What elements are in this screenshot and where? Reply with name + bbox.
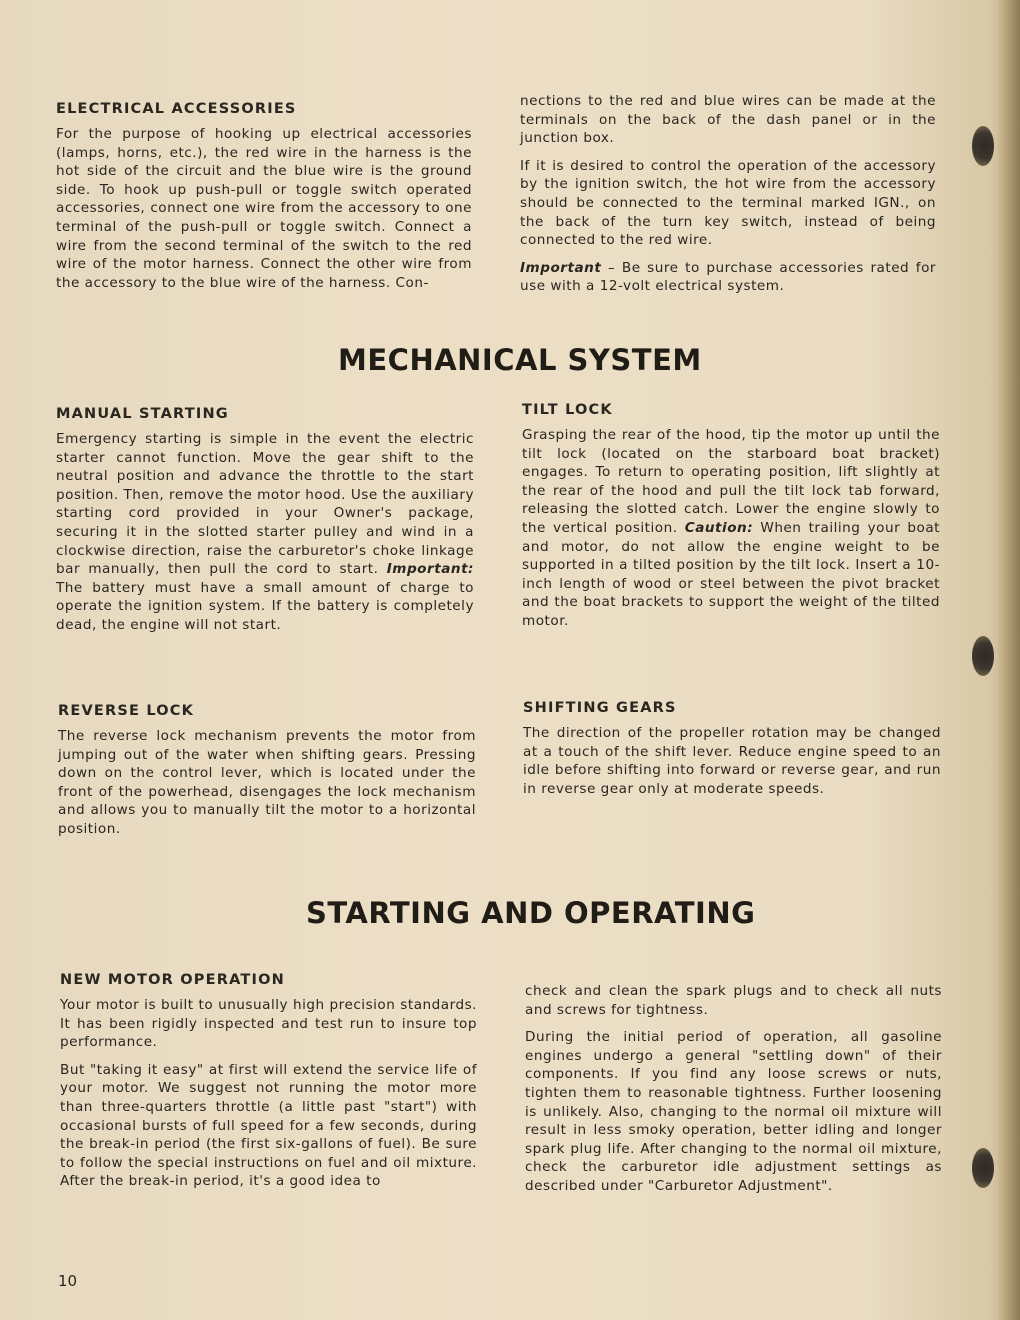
new-motor-right-column — [525, 982, 942, 1205]
reverse-lock-section — [58, 703, 476, 848]
tilt-lock-section — [522, 402, 940, 640]
tilt-lock-text-a: Grasping the rear of the hood, tip the motor up until the tilt lock (located on the starboard boat bracket) engages. To return to operating position, lift slightly at the rear of the hood and pull the tilt lock tab forward, releasing the slotted catch. Lower the engine slowly to the vertical position. — [522, 427, 940, 536]
new-motor-heading: NEW MOTOR OPERATION — [60, 972, 285, 988]
shifting-gears-heading: SHIFTING GEARS — [523, 700, 677, 716]
electrical-right-column — [520, 92, 936, 305]
important-label: Important — [520, 259, 602, 276]
new-motor-paragraph-4: During the initial period of operation, all gasoline engines undergo a general "settling down" of their components. If you find any loose screws or nuts, tighten them to reasonable tightness. Further loosening is unlikely. Also, changing to the normal oil mixture will result in less smoky operation, better idling and longer spark plug life. After changing to the normal oil mixture, check the carburetor idle adjustment settings as described under "Carburetor Adjustment". — [525, 1029, 942, 1194]
manual-starting-text — [56, 430, 474, 635]
manual-starting-text-b: The battery must have a small amount of charge to operate the ignition system. If the battery is completely dead, the engine will not start. — [56, 579, 474, 633]
reverse-lock-heading: REVERSE LOCK — [58, 703, 195, 719]
starting-operating-title: STARTING AND OPERATING — [306, 896, 756, 930]
manual-starting-heading: MANUAL STARTING — [56, 406, 229, 422]
tilt-lock-text — [522, 426, 940, 631]
tilt-caution-label: Caution: — [684, 519, 754, 536]
electrical-paragraph-1: For the purpose of hooking up electrical accessories (lamps, horns, etc.), the red wire in the harness is the hot side of the circuit and the blue wire is the ground side. To hook up push-pull or toggle switch operated accessories, connect one wire from the accessory to one terminal of the push-pull or toggle switch. Connect a wire from the second terminal of the switch to the red wire of the motor harness. Connect the other wire from the accessory to the blue wire of the harness. Con- — [56, 126, 472, 291]
page-number: 10 — [58, 1272, 78, 1290]
electrical-paragraph-3: If it is desired to control the operation of the accessory by the ignition switch, the hot wire from the accessory should be connected to the terminal marked IGN., on the back of the turn key switch, instead of being connected to the red wire. — [520, 157, 936, 249]
shifting-gears-text: The direction of the propeller rotation may be changed at a touch of the shift lever. Reduce engine speed to an idle before shifting into forward or reverse gear, and run in reverse gear only at moderate speeds. — [523, 725, 941, 797]
important-text: – Be sure to purchase accessories rated for use with a 12-volt electrical system. — [520, 259, 936, 295]
manual-starting-section — [56, 406, 474, 644]
new-motor-paragraph-1: Your motor is built to unusually high precision standards. It has been rigidly inspected and test run to insure top performance. — [60, 997, 477, 1051]
new-motor-paragraph-2: But "taking it easy" at first will extend the service life of your motor. We suggest not running the motor more than three-quarters throttle (a little past "start") with occasional bursts of full speed for a few seconds, during the break-in period (the first six-gallons of fuel). Be sure to follow the special instructions on fuel and oil mixture. After the break-in period, it's a good idea to — [60, 1061, 477, 1190]
mechanical-system-title: MECHANICAL SYSTEM — [338, 343, 702, 377]
manual-starting-text-a: Emergency starting is simple in the event the electric starter cannot function. Move the gear shift to the neutral position and advance the throttle to the start position. Then, remove the motor hood. Use the auxiliary starting cord provided in your Owner's package, securing it in the slotted starter pulley and wind in a clockwise direction, raise the carburetor's choke linkage bar manually, then pull the cord to start. — [56, 431, 474, 578]
electrical-left-column — [56, 101, 472, 301]
binder-hole-bottom — [972, 1148, 994, 1188]
binder-hole-middle — [972, 636, 994, 676]
new-motor-left-column — [60, 972, 477, 1200]
page-spine-shadow — [998, 0, 1020, 1320]
manual-important-label: Important: — [386, 561, 474, 578]
electrical-paragraph-2: nections to the red and blue wires can be made at the terminals on the back of the dash panel or in the junction box. — [520, 93, 936, 147]
binder-hole-top — [972, 126, 994, 166]
new-motor-paragraph-3: check and clean the spark plugs and to check all nuts and screws for tightness. — [525, 983, 942, 1018]
reverse-lock-text: The reverse lock mechanism prevents the motor from jumping out of the water when shifting gears. Pressing down on the control lever, which is located under the front of the powerhead, disengages the lock mechanism and allows you to manually tilt the motor to a horizontal position. — [58, 728, 476, 837]
tilt-lock-heading: TILT LOCK — [522, 402, 613, 418]
electrical-important-note — [520, 259, 936, 296]
electrical-heading: ELECTRICAL ACCESSORIES — [56, 101, 297, 117]
shifting-gears-section — [523, 700, 941, 807]
tilt-lock-text-b: When trailing your boat and motor, do not allow the engine weight to be supported in a tilted position by the tilt lock. Insert a 10-inch length of wood or steel between the pivot bracket and the boat brackets to support the weight of the tilted motor. — [522, 519, 940, 629]
